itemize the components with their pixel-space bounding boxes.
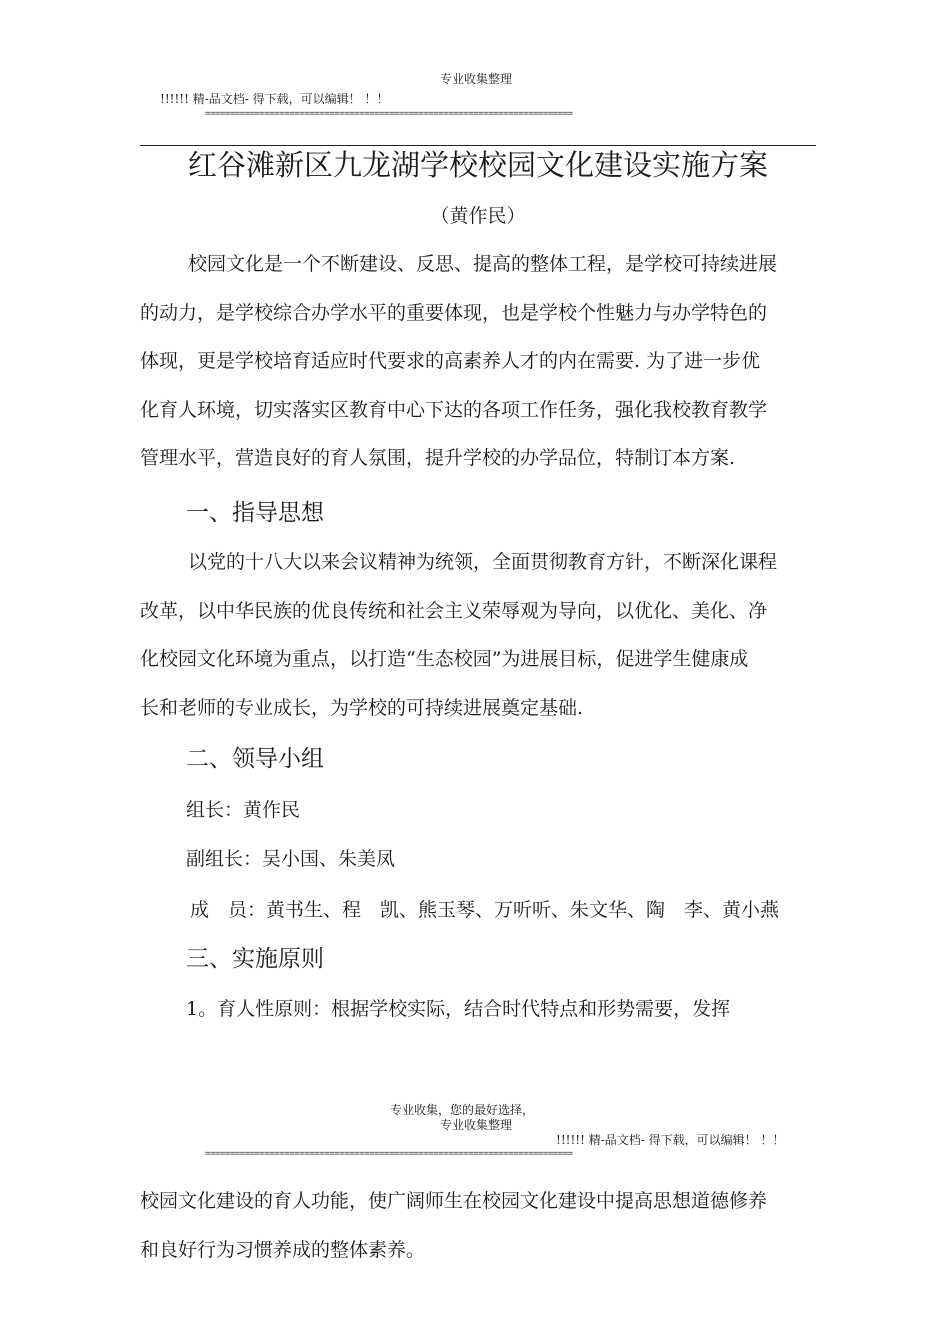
deputy-leaders: 副组长：吴小国、朱美凤 xyxy=(186,848,396,870)
section-heading-guiding-ideology: 一、指导思想 xyxy=(186,500,324,526)
footer-rule: ========================================================================== xyxy=(205,1149,573,1159)
guiding-ideology-paragraph xyxy=(140,538,816,732)
intro-line: 校园文化是一个不断建设、反思、提高的整体工程，是学校可持续进展 xyxy=(188,253,778,275)
document-author: （黄作民） xyxy=(430,205,526,227)
section-heading-principles: 三、实施原则 xyxy=(186,946,324,972)
intro-line: 管理水平，营造良好的育人氛围，提升学校的办学品位，特制订本方案. xyxy=(140,447,736,469)
document-title: 红谷滩新区九龙湖学校校园文化建设实施方案 xyxy=(187,148,768,182)
footer-notice: !!!!!! 精-品文档- 得下载，可以编辑！ ！！ xyxy=(556,1133,785,1147)
intro-line: 体现，更是学校培育适应时代要求的高素养人才的内在需要. 为了进一步优 xyxy=(140,350,761,372)
header-rule: ========================================================================== xyxy=(205,109,573,119)
principle-1-start: 1。育人性原则：根据学校实际，结合时代特点和形势需要，发挥 xyxy=(186,998,731,1020)
header-notice: !!!!!! 精-品文档- 得下载，可以编辑！ ！！ xyxy=(160,92,389,106)
intro-paragraph xyxy=(140,240,816,483)
paragraph-line: 和良好行为习惯养成的整体素养。 xyxy=(140,1238,426,1261)
intro-line: 的动力，是学校综合办学水平的重要体现，也是学校个性魅力与办学特色的 xyxy=(140,301,768,324)
paragraph-line: 以党的十八大以来会议精神为统领，全面贯彻教育方针，不断深化课程 xyxy=(188,551,778,573)
footer-label: 专业收集整理 xyxy=(440,1118,513,1132)
paragraph-line: 校园文化建设的育人功能，使广阔师生在校园文化建设中提高思想道德修养 xyxy=(140,1190,768,1212)
paragraph-line: 长和老师的专业成长，为学校的可持续进展奠定基础. xyxy=(140,696,584,719)
paragraph-line: 化校园文化环境为重点，以打造“生态校园”为进展目标，促进学生健康成 xyxy=(140,648,749,670)
header-label: 专业收集整理 xyxy=(440,72,513,86)
group-leader: 组长：黄作民 xyxy=(186,799,301,821)
footer-slogan: 专业收集，您的最好选择， xyxy=(390,1103,535,1117)
group-members: 成 员：黄书生、程 凯、熊玉琴、万听听、朱文华、陶 李、黄小燕 xyxy=(190,899,780,921)
section-heading-leadership-group: 二、领导小组 xyxy=(186,746,324,772)
intro-line: 化育人环境，切实落实区教育中心下达的各项工作任务，强化我校教育教学 xyxy=(140,398,768,421)
title-divider xyxy=(140,145,816,146)
continued-paragraph xyxy=(140,1177,816,1274)
paragraph-line: 改革，以中华民族的优良传统和社会主义荣辱观为导向，以优化、美化、净 xyxy=(140,599,768,622)
